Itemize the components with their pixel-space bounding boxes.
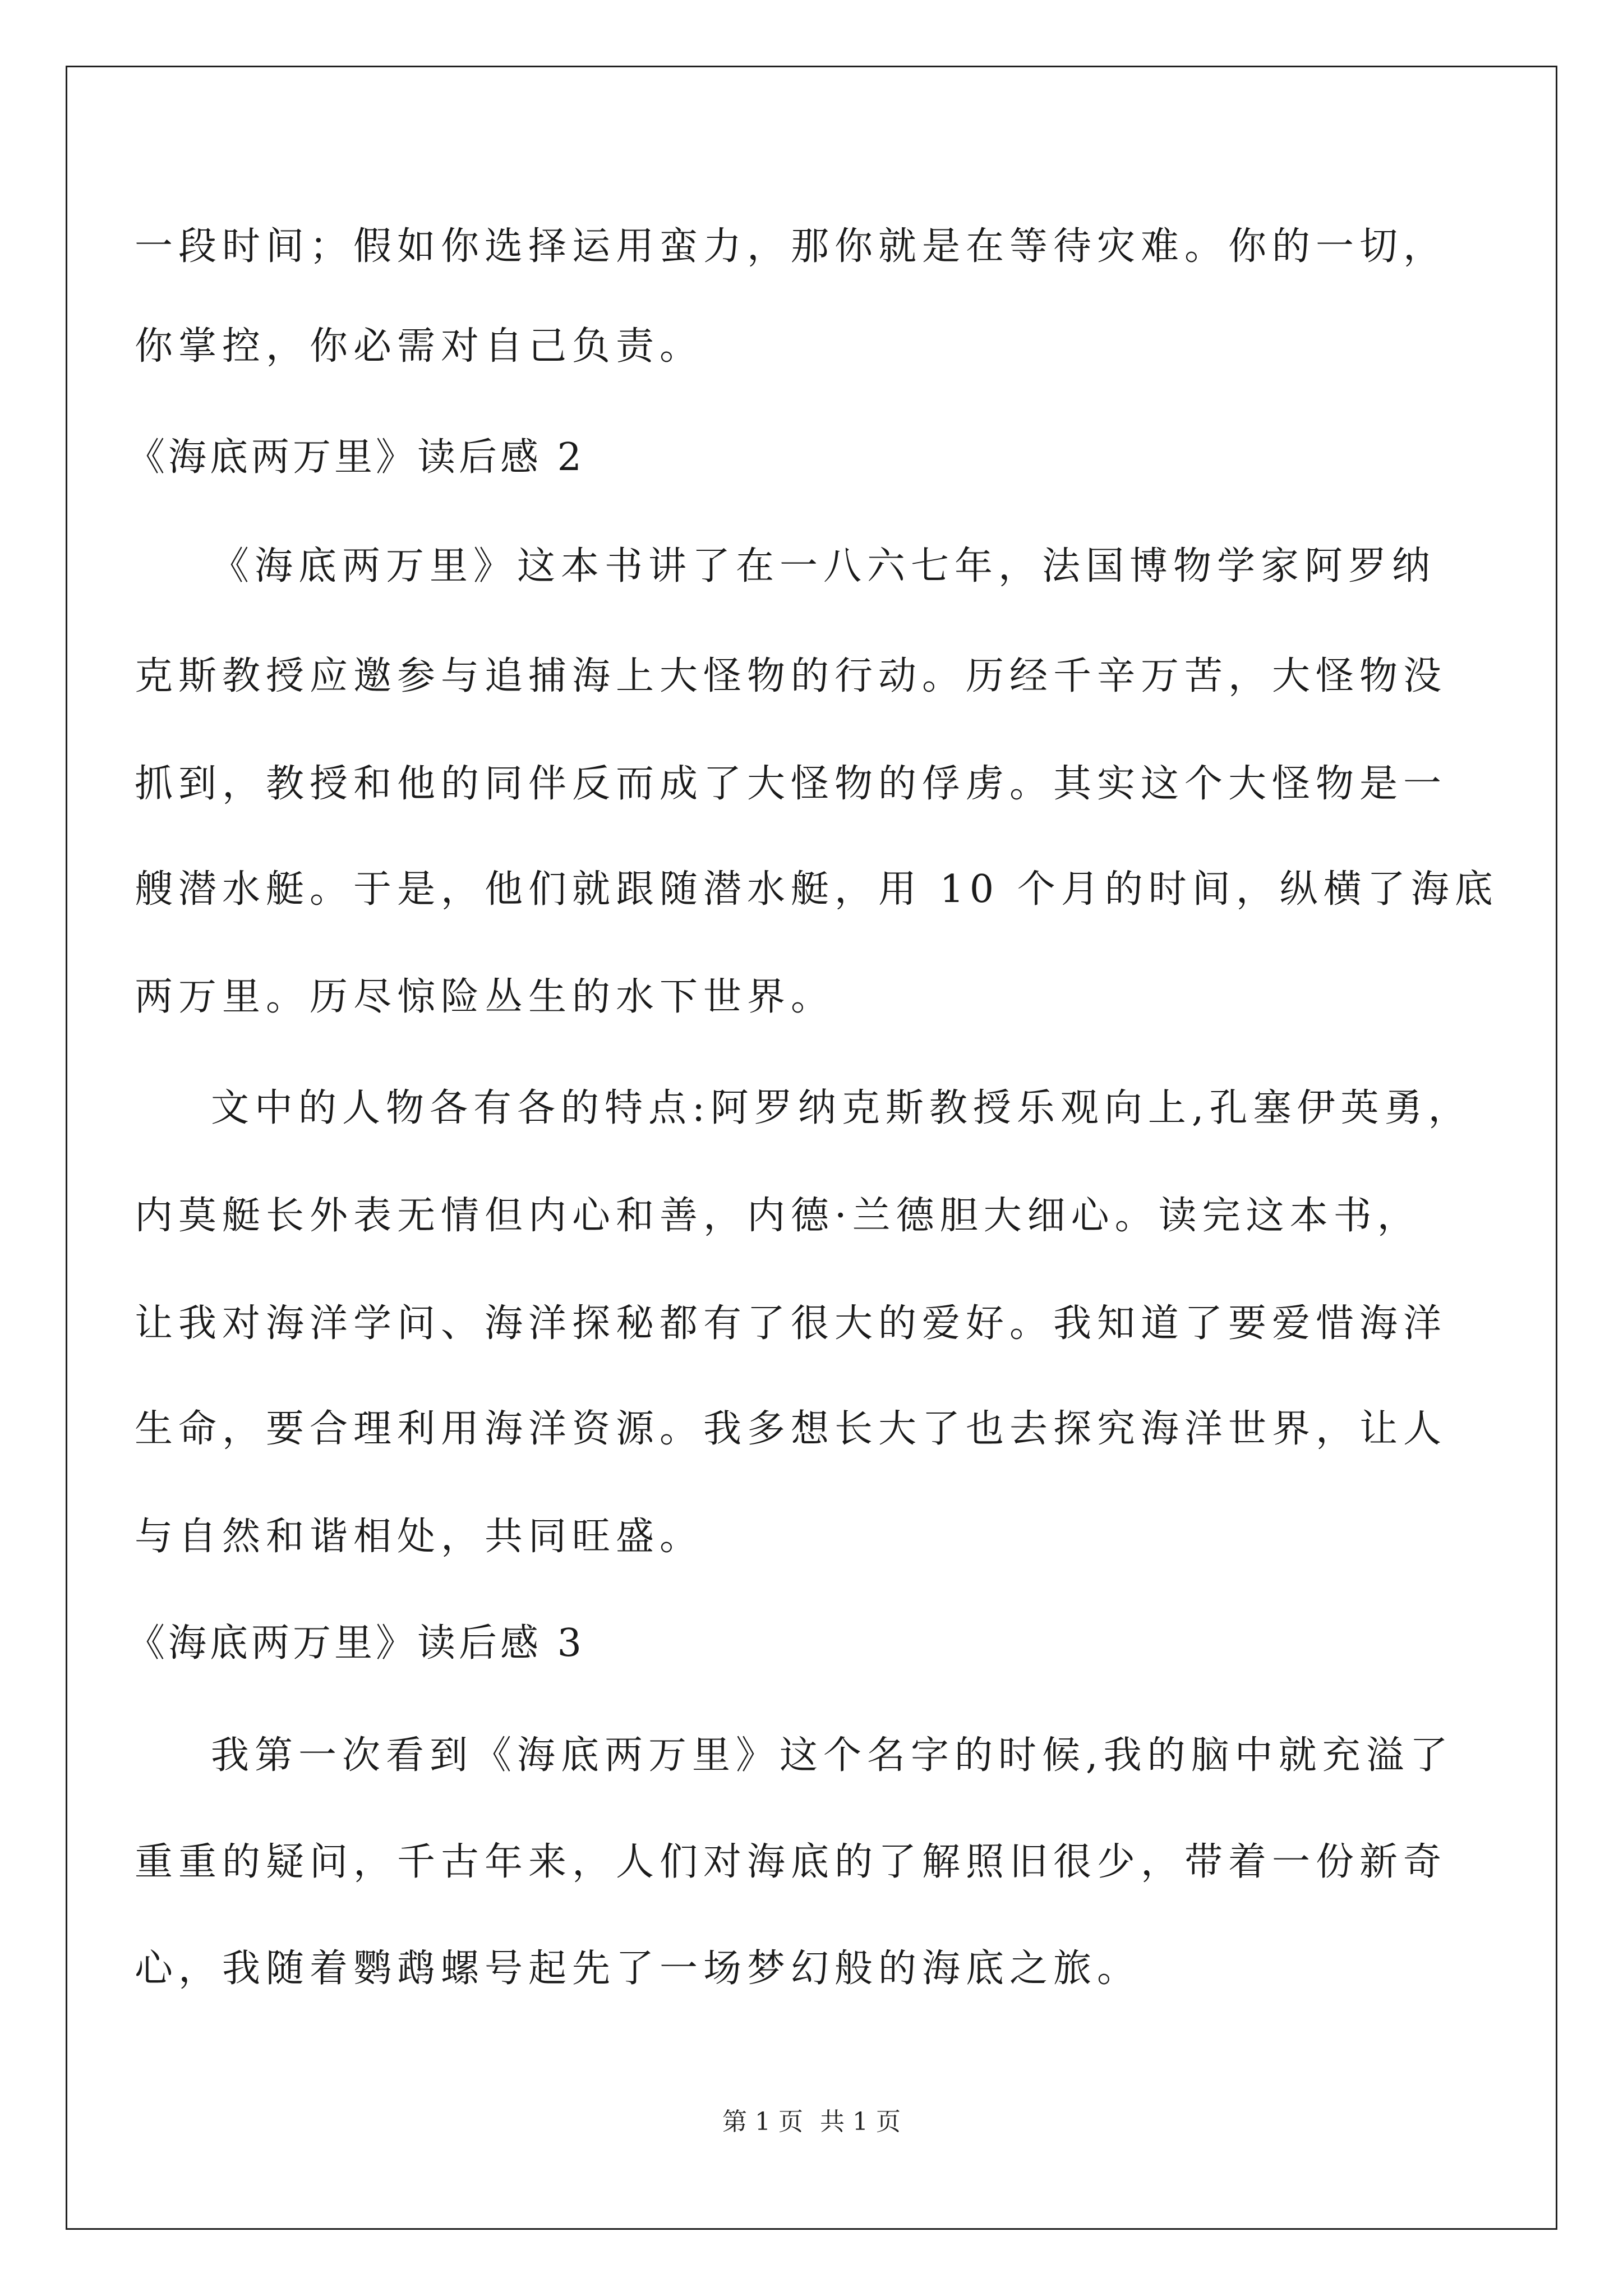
- page-frame: [66, 66, 1557, 2230]
- paragraph-2-line-3: 抓到，教授和他的同伴反而成了大怪物的俘虏。其实这个大怪物是一: [135, 762, 1447, 806]
- page-total: 共 1 页: [820, 2108, 901, 2136]
- paragraph-4-line-1: 我第一次看到《海底两万里》这个名字的时候,我的脑中就充溢了: [211, 1733, 1454, 1778]
- heading-2: 《海底两万里》读后感 2: [127, 435, 585, 480]
- paragraph-3-line-1: 文中的人物各有各的特点:阿罗纳克斯教授乐观向上,孔塞伊英勇，: [211, 1086, 1472, 1130]
- paragraph-2-line-4: 艘潜水艇。于是，他们就跟随潜水艇，用 10 个月的时间，纵横了海底: [135, 867, 1498, 912]
- paragraph-4-line-2: 重重的疑问，千古年来，人们对海底的了解照旧很少，带着一份新奇: [135, 1840, 1447, 1884]
- paragraph-2-line-1: 《海底两万里》这本书讲了在一八六七年，法国博物学家阿罗纳: [211, 544, 1436, 588]
- paragraph-3-line-4: 生命，要合理利用海洋资源。我多想长大了也去探究海洋世界，让人: [135, 1407, 1447, 1451]
- paragraph-3-line-3: 让我对海洋学问、海洋探秘都有了很大的爱好。我知道了要爱惜海洋: [135, 1301, 1447, 1346]
- page-footer: [0, 2108, 1623, 2137]
- paragraph-2-line-2: 克斯教授应邀参与追捕海上大怪物的行动。历经千辛万苦，大怪物没: [135, 654, 1447, 698]
- paragraph-4-line-3: 心，我随着鹦鹉螺号起先了一场梦幻般的海底之旅。: [135, 1947, 1141, 1991]
- paragraph-3-line-2: 内莫艇长外表无情但内心和善，内德·兰德胆大细心。读完这本书，: [135, 1194, 1421, 1238]
- paragraph-1-line-2: 你掌控，你必需对自己负责。: [135, 324, 704, 369]
- paragraph-3-line-5: 与自然和谐相处，共同旺盛。: [135, 1515, 704, 1559]
- page-number: 第 1 页: [722, 2108, 803, 2136]
- paragraph-2-line-5: 两万里。历尽惊险丛生的水下世界。: [135, 975, 835, 1019]
- paragraph-1-line-1: 一段时间；假如你选择运用蛮力，那你就是在等待灾难。你的一切，: [135, 224, 1447, 269]
- heading-3: 《海底两万里》读后感 3: [127, 1621, 585, 1665]
